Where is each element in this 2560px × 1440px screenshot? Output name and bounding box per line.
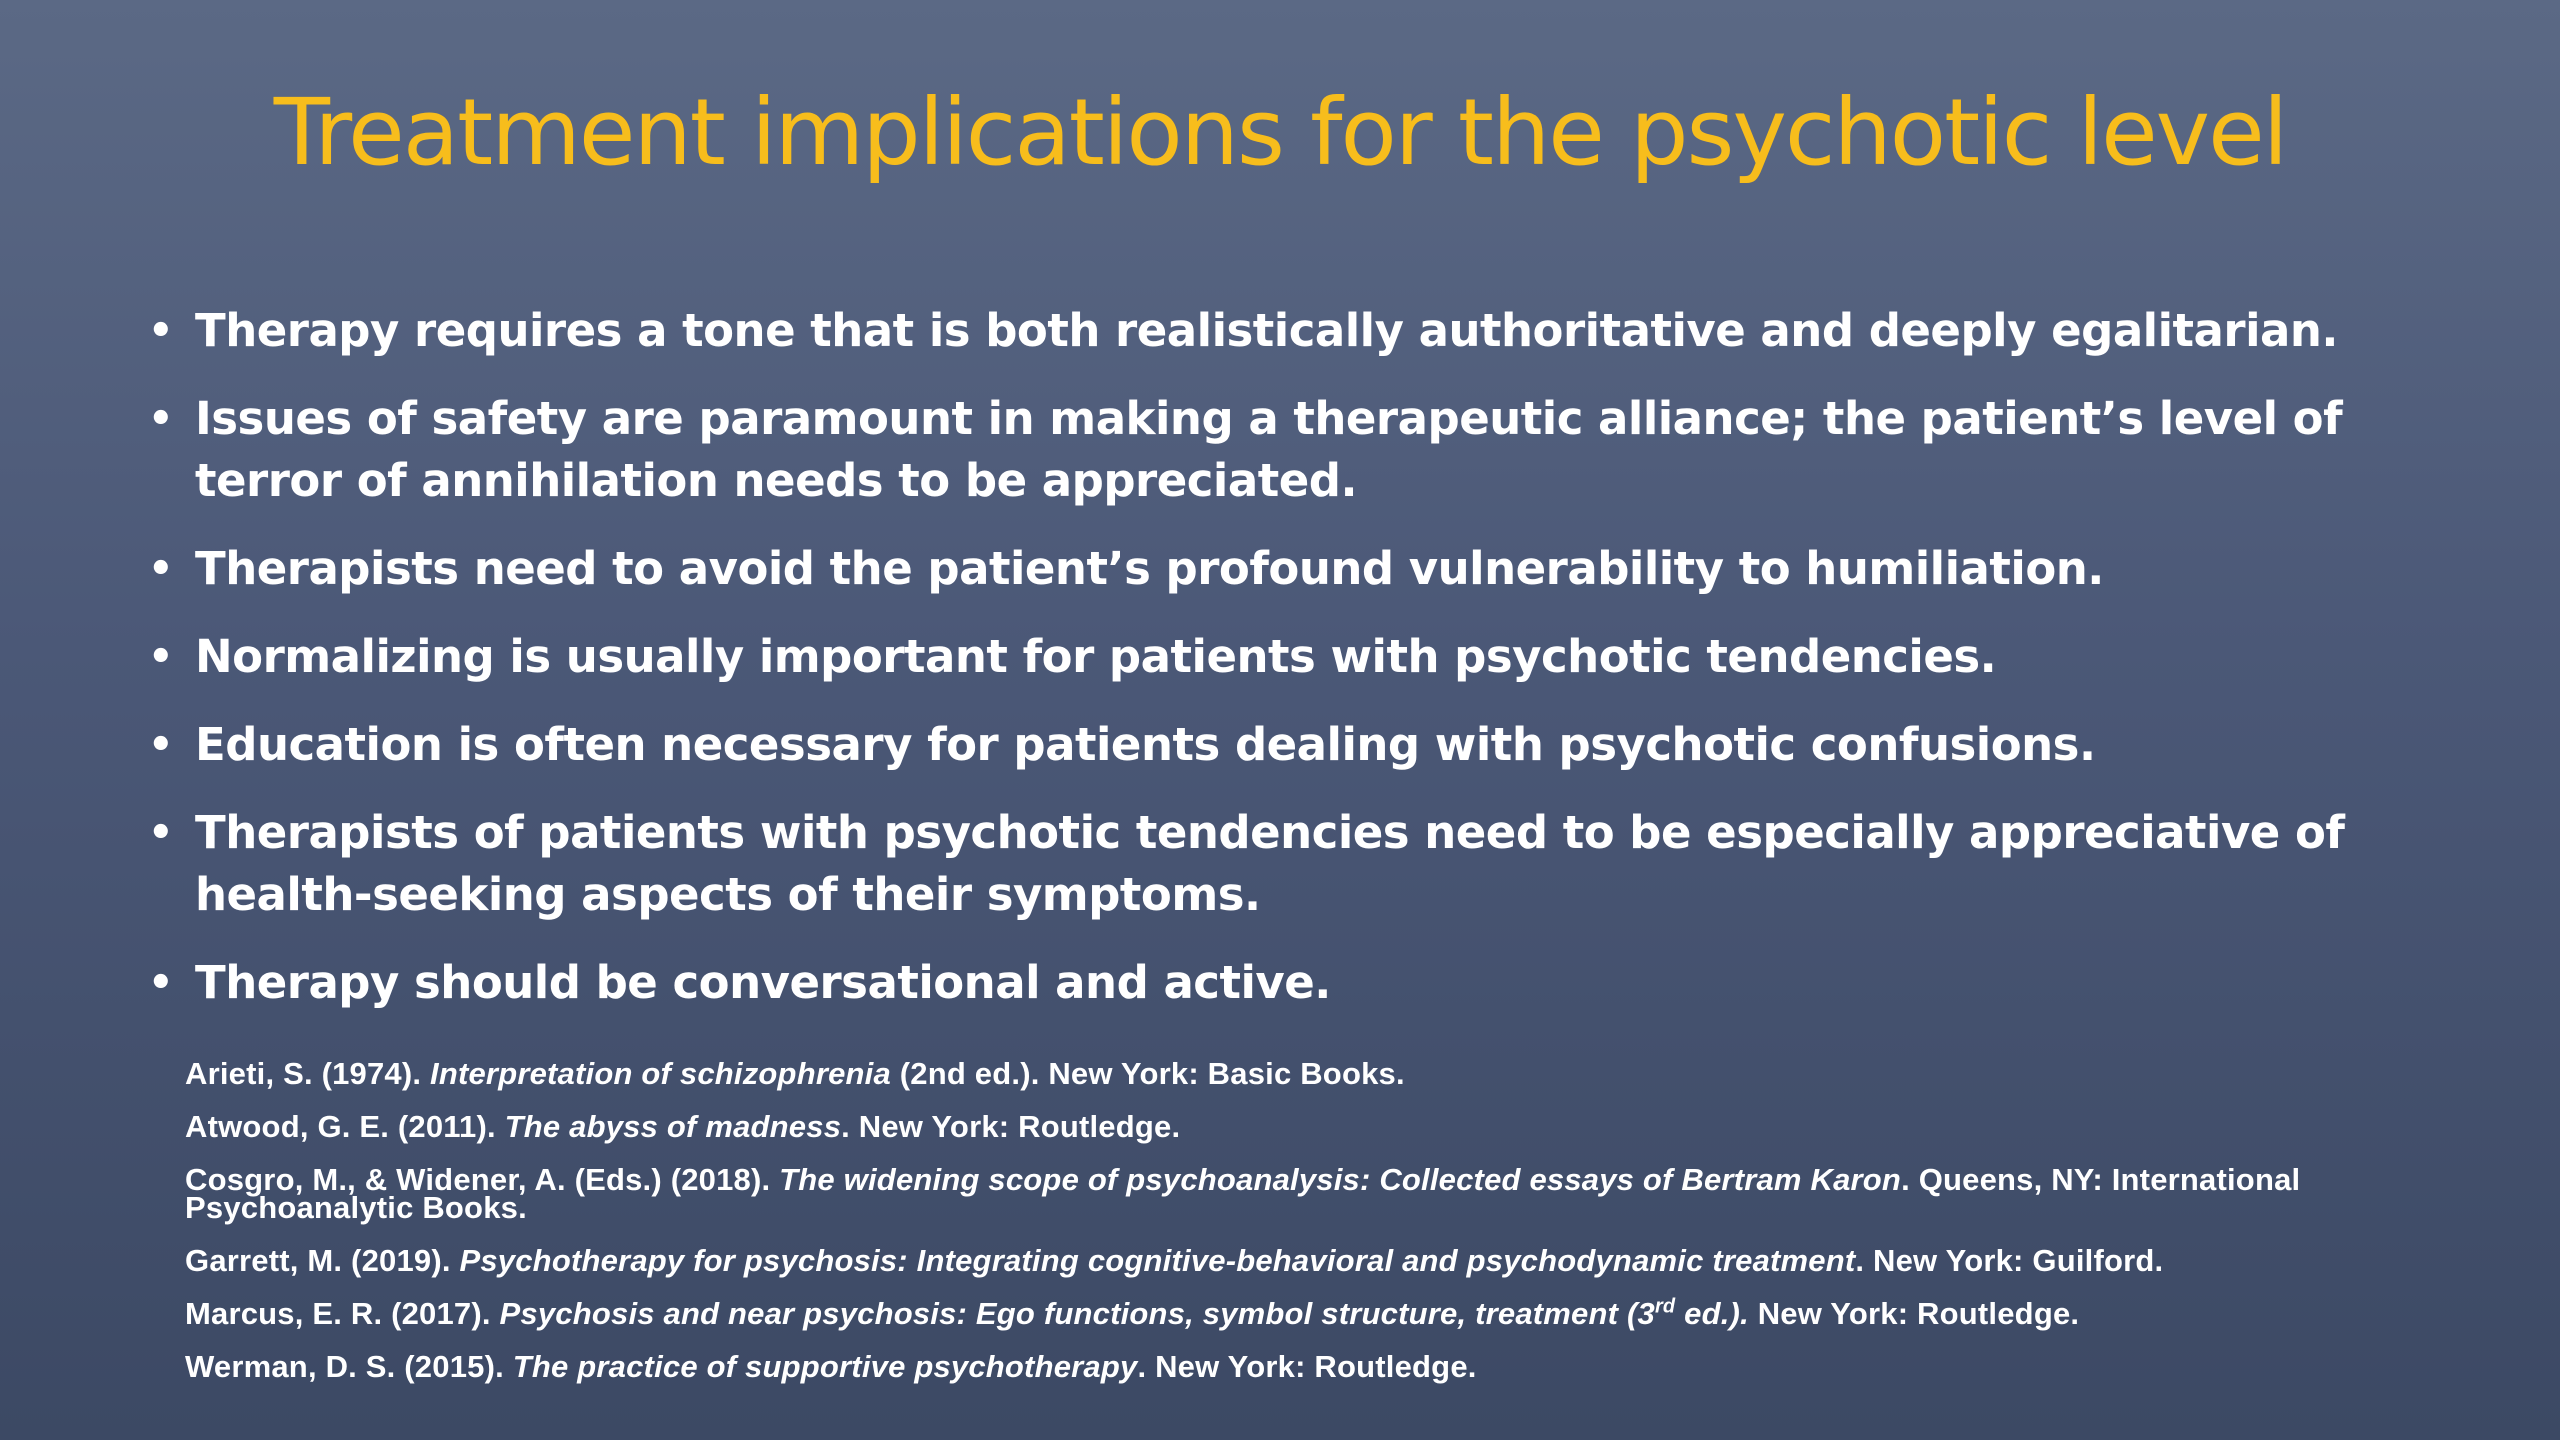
reference-publisher: (2nd ed.). New York: Basic Books.	[890, 1056, 1405, 1091]
bullet-text: Issues of safety are paramount in making a therapeutic alliance; the patient’s level of terror of annihilation needs to be appreciated.	[195, 392, 2343, 507]
bullet-text: Therapy requires a tone that is both realistically authoritative and deeply egalitarian.	[195, 304, 2339, 357]
bullet-list	[140, 300, 2440, 1040]
bullet-item	[140, 300, 2440, 362]
reference-author: Marcus, E. R. (2017).	[185, 1296, 500, 1331]
reference-item	[185, 1056, 2485, 1091]
bullet-dot-icon: •	[148, 546, 174, 592]
reference-item	[185, 1162, 2485, 1225]
slide-title: Treatment implications for the psychotic level	[273, 79, 2287, 186]
bullet-dot-icon: •	[148, 634, 174, 680]
reference-title: The widening scope of psychoanalysis: Collected essays of Bertram Karon	[779, 1162, 1902, 1197]
reference-title	[500, 1296, 1749, 1331]
reference-edition-suffix: rd	[1654, 1295, 1676, 1318]
reference-list	[185, 1056, 2485, 1406]
reference-item	[185, 1243, 2485, 1278]
reference-title: The abyss of madness	[504, 1109, 842, 1144]
reference-publisher: . New York: Routledge.	[841, 1109, 1181, 1144]
reference-title: Psychotherapy for psychosis: Integrating cognitive-behavioral and psychodynamic treatment	[459, 1243, 1856, 1278]
reference-author: Arieti, S. (1974).	[185, 1056, 431, 1091]
reference-publisher: . New York: Guilford.	[1855, 1243, 2164, 1278]
bullet-item	[140, 714, 2440, 776]
reference-publisher: . Queens, NY: International Psychoanalytic Books.	[185, 1162, 2301, 1225]
reference-title: The practice of supportive psychotherapy	[512, 1349, 1138, 1384]
reference-publisher: . New York: Routledge.	[1137, 1349, 1477, 1384]
bullet-dot-icon: •	[148, 722, 174, 768]
reference-title: Interpretation of schizophrenia	[430, 1056, 891, 1091]
reference-author: Atwood, G. E. (2011).	[185, 1109, 505, 1144]
bullet-dot-icon: •	[148, 308, 174, 354]
bullet-item	[140, 538, 2440, 600]
reference-publisher: New York: Routledge.	[1748, 1296, 2080, 1331]
reference-item	[185, 1295, 2485, 1331]
bullet-text: Therapy should be conversational and active.	[195, 956, 1331, 1009]
bullet-text: Therapists of patients with psychotic tendencies need to be especially appreciative of health-seeking aspects of their symptoms.	[195, 806, 2345, 921]
bullet-text: Normalizing is usually important for patients with psychotic tendencies.	[195, 630, 1997, 683]
reference-item	[185, 1109, 2485, 1144]
bullet-text: Therapists need to avoid the patient’s profound vulnerability to humiliation.	[195, 542, 2104, 595]
bullet-item	[140, 952, 2440, 1014]
bullet-item	[140, 802, 2440, 926]
reference-title-text: Psychosis and near psychosis: Ego functions, symbol structure, treatment (3	[499, 1296, 1655, 1331]
bullet-item	[140, 388, 2440, 512]
reference-item	[185, 1349, 2485, 1384]
bullet-dot-icon: •	[148, 960, 174, 1006]
reference-author: Werman, D. S. (2015).	[185, 1349, 513, 1384]
bullet-item	[140, 626, 2440, 688]
bullet-text: Education is often necessary for patients dealing with psychotic confusions.	[195, 718, 2096, 771]
reference-title-end: ed.).	[1675, 1296, 1749, 1331]
bullet-dot-icon: •	[148, 810, 174, 856]
reference-author: Cosgro, M., & Widener, A. (Eds.) (2018).	[185, 1162, 780, 1197]
bullet-dot-icon: •	[148, 396, 174, 442]
reference-author: Garrett, M. (2019).	[185, 1243, 460, 1278]
